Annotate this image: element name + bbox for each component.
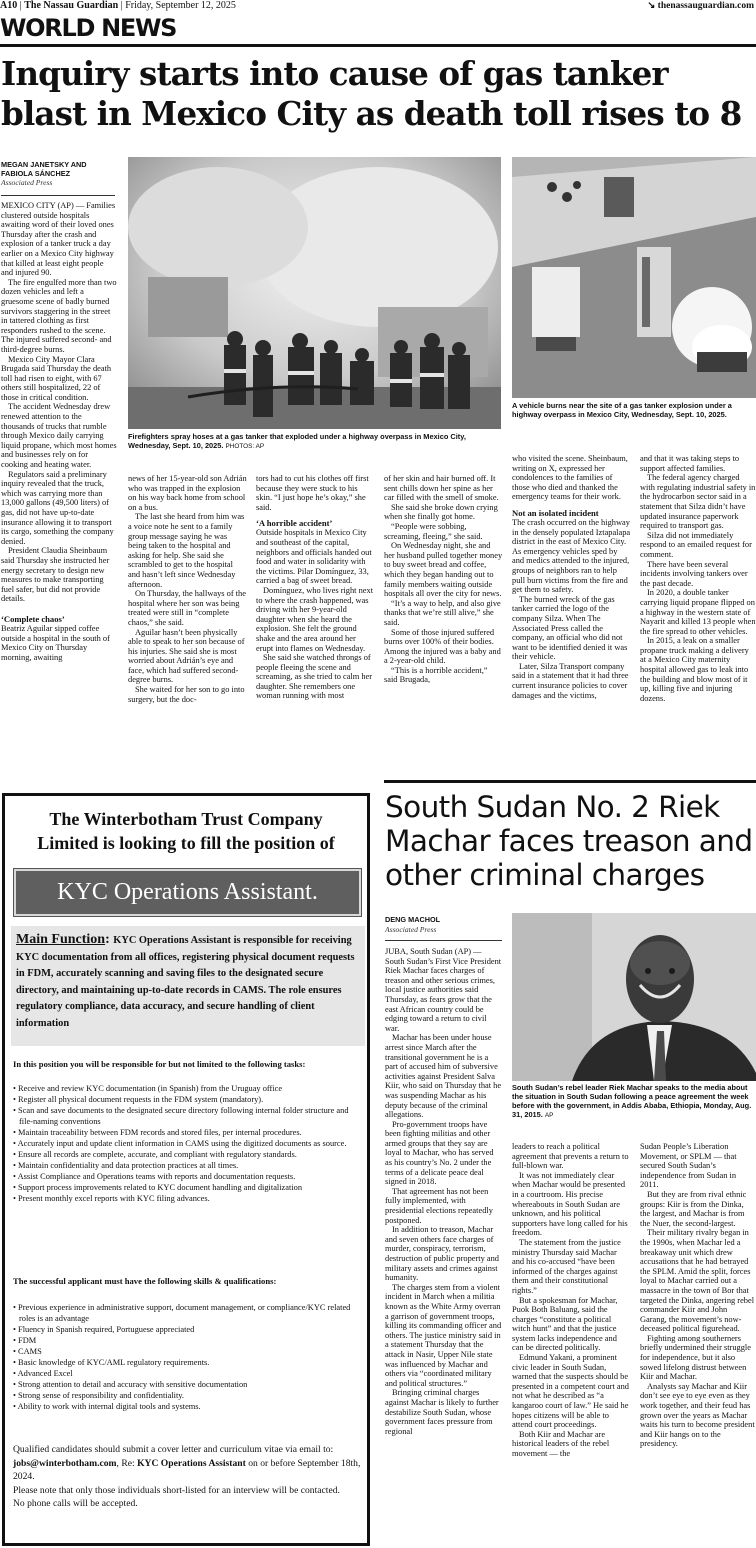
list-item: • Fluency in Spanish required, Portuguese appreciated (13, 1324, 363, 1335)
paragraph: She said she watched throngs of people fleeing the scene and screaming, as she tried to calm her daughter. She remembers one woman running with most (256, 653, 373, 701)
paragraph: Some of those injured suffered burns over 100% of their bodies. Among the injured was a baby and a 2-year-old child. (384, 627, 501, 666)
portrait-image-icon (512, 913, 756, 1081)
article-column (640, 1142, 756, 1547)
column-paragraphs (1, 201, 117, 604)
paragraph: The charges stem from a violent incident in March when a militia known as the White Army overran a garrison of government troops, killing its commanding officer and others. The justice ministry said in a statement Thursday that the attack in Nasir, Upper Nile state was influenced by Machar and others via “coordinated military and political structures.” (385, 1282, 502, 1388)
paragraph: Edmund Yakani, a prominent civic leader in South Sudan, warned that the suspects should be presented in a competent court and not what he described as “a kangaroo court of law.” He said he hopes citizens will be able to attend court proceedings. (512, 1353, 629, 1430)
paragraph: and that it was taking steps to support affected families. (640, 454, 740, 473)
headline: Inquiry starts into cause of gas tanker blast in Mexico City as death toll rises to 8 (1, 54, 742, 133)
list-item: • Previous experience in administrative support, document management, or compliance/KYC related roles is an advantage (13, 1302, 363, 1324)
list-item: • Advanced Excel (13, 1368, 363, 1379)
paragraph: Their military rivalry began in the 1990s, when Machar led a breakaway unit which drew accusations that he had betrayed the SPLM. Amid the split, forces loyal to Machar carried out a massacre in the town of Bor that targeted the Dinka, angering rebel commander Kiir and John Garang, the movement’s now-deceased political figurehead. (640, 1228, 755, 1334)
main-function-text: KYC Operations Assistant is responsible for receiving KYC documentation from all offices, registering physical document requests in FDM, accurately scanning and saving files to the designated secure directory, and maintaining up-to-date records in CAMS. The role ensures regulatory compliance, data accuracy, and secure handling of client information (16, 935, 355, 1029)
list-item: • Receive and review KYC documentation (in Spanish) from the Uruguay office (13, 1083, 363, 1094)
paragraph: “This is a horrible accident,” said Brugada, (384, 665, 488, 685)
list-item: • CAMS (13, 1346, 363, 1357)
list-item: • FDM (13, 1335, 363, 1346)
paragraph: Beatriz Aguilar sipped coffee outside a hospital in the south of Mexico City on Thursday morning, awaiting (1, 623, 110, 662)
paragraph: who visited the scene. Sheinbaum, writing on X, expressed her condolences to the families of those who died and thanked the emergency teams for their work. (512, 454, 628, 502)
paper-name: The Nassau Guardian (24, 0, 119, 11)
ad-position-banner (14, 869, 361, 916)
paragraph: But they are from rival ethnic groups: Kiir is from the Dinka, the largest, and Machar is from the Nuer, the second-largest. (640, 1189, 747, 1228)
article-column (385, 947, 502, 1547)
subhead: ‘A horrible accident’ (256, 518, 333, 529)
photo-caption: South Sudan’s rebel leader Riek Machar speaks to the media about the situation in South Sudan following a peace agreement the week before with the government, in Addis Ababa, Ethiopia, Monday, Aug. 31, 2015. AP (512, 1083, 752, 1119)
skills-heading: The successful applicant must have the following skills & qualifications: (13, 1276, 277, 1286)
article-column (256, 474, 375, 774)
byline: MEGAN JANETSKY AND FABIOLA SÁNCHEZ Associated Press (1, 161, 119, 187)
article-column (512, 454, 631, 774)
arrow-icon: ↘ (647, 1, 656, 11)
section-rule (0, 44, 756, 47)
paragraph: On Wednesday night, she and her husband pulled together money to buy sweet bread and coffee, which they began handing out to family members waiting outside hospitals all over the city for news. (384, 541, 503, 599)
paragraph: In 2020, a double tanker carrying liquid propane flipped on a highway in the western state of Nayarit and killed 13 people when the fire spread to other vehicles. (640, 588, 756, 636)
paragraph: It was not immediately clear when Machar would be presented in a courtroom. His precise whereabouts in South Sudan are unknown, and his political supporters have long called for his freedom. (512, 1170, 628, 1238)
folio: A10 | The Nassau Guardian | Friday, September 12, 2025 (0, 0, 236, 11)
firefighters-image-icon (128, 157, 501, 429)
page-number: A10 (0, 0, 18, 11)
list-item: • Assist Compliance and Operations teams with reports and documentation requests. (13, 1171, 363, 1182)
paragraph: In 2015, a leak on a smaller propane truck making a delivery at a Mexico City maternity hospital allowed gas to leak into the building and blow most of it up, killing five and injuring dozens. (640, 636, 749, 703)
paragraph: leaders to reach a political agreement that prevents a return to full-blown war. (512, 1142, 629, 1171)
agency-credit: Associated Press (1, 178, 53, 188)
ad-closing: Qualified candidates should submit a cover letter and curriculum vitae via email to: jobs@winterbotham.com, Re: KYC Operations Assistant on or before September 18th, 2024. Please note that only those individuals short-listed for an interview will be contacted. No phone calls will be accepted. (13, 1444, 361, 1510)
paragraph: The burned wreck of the gas tanker carried the logo of the company Silza. When The Associated Press called the company, an official who did not want to be identified denied it was their vehicle. (512, 594, 628, 662)
photo-caption: A vehicle burns near the site of a gas tanker explosion under a highway overpass in Mexico City, Wednesday, Sept. 10, 2025. (512, 401, 732, 419)
responsibilities-heading: In this position you will be responsible for but not limited to the following tasks: (13, 1059, 306, 1069)
photo-credit: PHOTOS: AP (225, 443, 265, 450)
list-item: • Strong sense of responsibility and confidentiality. (13, 1390, 363, 1401)
subhead: ‘Complete chaos’ (1, 613, 65, 624)
agency-credit: Associated Press (385, 924, 437, 934)
ad-company-line: The Winterbotham Trust Company (49, 809, 323, 829)
paragraph: That agreement has not been fully implemented, with presidential elections repeatedly postponed. (385, 1186, 493, 1225)
list-item: • Ensure all records are complete, accurate, and compliant with regulatory standards. (13, 1149, 363, 1160)
paragraph: Both Kiir and Machar are historical leaders of the rebel movement — the (512, 1429, 610, 1458)
list-item: • Present monthly excel reports with KYC filing advances. (13, 1193, 363, 1204)
responsibilities-list (9, 1083, 363, 1204)
article-column (384, 474, 503, 774)
paragraph: The federal agency charged with regulating industrial safety in the hydrocarbon sector said in a statement that Silza didn’t have updated insurance paperwork required to transport gas. (640, 473, 756, 531)
article-column (512, 1142, 630, 1547)
paragraph: Outside hospitals in Mexico City and southeast of the capital, neighbors and officials handed out food and water in solidarity with the victims. Pilar Domínguez, 33, carried a bag of sweet bread. (256, 528, 372, 586)
job-advertisement (2, 793, 370, 1546)
paragraph: Analysts say Machar and Kiir don’t see eye to eye even as they work together, and their feud has grown over the years as Machar waits his turn to become president and Kiir hangs on to the presidency. (640, 1381, 755, 1449)
paragraph: Machar has been under house arrest since March after the transitional government he is a part of accused him of subversive activities against President Salva Kiir, who said on Thursday that he was suspending Machar as his deputy because of the criminal allegations. (385, 1033, 502, 1120)
list-item: • Scan and save documents to the designated secure directory following internal folder structure and file-naming conventions (13, 1105, 363, 1127)
list-item: • Ability to work with internal digital tools and systems. (13, 1401, 363, 1412)
article-column (640, 454, 756, 774)
paragraph: There have been several incidents involving tankers over the past decade. (640, 559, 748, 588)
paragraph: news of her 15-year-old son Adrián who was trapped in the explosion on his way back home from school on a bus. (128, 474, 247, 512)
paragraph: In addition to treason, Machar and seven others face charges of murder, conspiracy, terrorism, destruction of public property and military assets and crimes against humanity. (385, 1225, 499, 1283)
article-column (1, 201, 117, 788)
application-email-link[interactable]: jobs@winterbotham.com (13, 1457, 117, 1469)
photo-caption: Firefighters spray hoses at a gas tanker that exploded under a highway overpass in Mexico City, Wednesday, Sept. 10, 2025. PHOTOS: AP (128, 432, 466, 450)
ad-position-title: KYC Operations Assistant. (57, 879, 318, 905)
subhead: Not an isolated incident (512, 507, 599, 518)
paragraph: Sudan People’s Liberation Movement, or SPLM — that secured South Sudan’s independence from Sudan in 2011. (640, 1142, 737, 1190)
paragraph: “It’s a way to help, and also give thanks that we’re still alive,” she said. (384, 598, 501, 627)
list-item: • Maintain confidentiality and data protection practices at all times. (13, 1160, 363, 1171)
photo-riek-machar (512, 913, 756, 1081)
paragraph: The last she heard from him was a voice note he sent to a family group message saying he was being taken to the hospital and asking for help. She said she scrambled to get to the hospital and hasn’t left since Wednesday afternoon. (128, 512, 245, 589)
article-divider (384, 780, 756, 783)
website[interactable]: ↘ thenassauguardian.com (647, 1, 754, 11)
paragraph: Aguilar hasn’t been physically able to speak to her son because of his injuries. She said she is most worried about Adrián’s eye and face, which had suffered second-degree burns. (128, 627, 245, 685)
byline-rule (385, 940, 502, 941)
application-subject: KYC Operations Assistant (137, 1457, 246, 1469)
skills-list (9, 1302, 363, 1412)
byline: DENG MACHOL Associated Press (385, 916, 505, 934)
ad-main-function: Main Function: KYC Operations Assistant is responsible for receiving KYC documentation from all offices, registering physical document requests in FDM, accurately scanning and saving files to the designated secure directory, and maintaining up-to-date records in CAMS. The role ensures regulatory compliance, data accuracy, and secure handling of client information (11, 926, 365, 1046)
paragraph: Mexico City Mayor Clara Brugada said Thursday the death toll had risen to eight, with 67 others still hospitalized, 22 of those in critical condition. (1, 354, 112, 402)
paragraph: But a spokesman for Machar, Puok Both Baluang, said the charges “constitute a political witch hunt” and that the justice system lacks independence and can be directed politically. (512, 1295, 618, 1353)
paragraph: tors had to cut his clothes off first because they were stuck to his skin. “I just hope he’s okay,” she said. (256, 474, 369, 512)
paragraph: Later, Silza Transport company said in a statement that it had three current insurance policies to cover damages and the victims, (512, 661, 629, 700)
paragraph: of her skin and hair burned off. It sent chills down her spine as her car filled with the smell of smoke. (384, 474, 499, 503)
section-title: WORLD NEWS (0, 14, 177, 42)
byline-rule (1, 195, 115, 196)
paragraph: She said she broke down crying when she finally got home. (384, 502, 498, 522)
paragraph: She waited for her son to go into surgery, but the doc- (128, 685, 245, 704)
paragraph: On Thursday, the hallways of the hospital where her son was being treated were still in “complete chaos,” she said. (128, 589, 246, 627)
list-item: • Accurately input and update client information in CAMS using the digitized documents as source. (13, 1138, 363, 1149)
paragraph: Bringing criminal charges against Machar is likely to further destabilize South Sudan, whose government faces pressure from regional (385, 1388, 499, 1436)
issue-date: Friday, September 12, 2025 (125, 0, 236, 11)
paragraph: Pro-government troops have been fighting militias and other armed groups that they say are loyal to Machar, who has served as his country’s No. 2 under the terms of a delicate peace deal signed in 2018. (385, 1119, 494, 1187)
photo-firefighters (128, 157, 501, 429)
paragraph: The accident Wednesday drew renewed attention to the thousands of trucks that rumble through Mexico daily carrying liquid propane, which most homes and businesses rely on for cooking and heating water. (1, 402, 117, 470)
paragraph: Fighting among southerners briefly undermined their struggle for independence, but it also sowed lifelong distrust between Kiir and Machar. (640, 1333, 751, 1382)
paragraph: Regulators said a preliminary inquiry revealed that the truck, which was carrying more than 13,000 gallons (49,500 liters) of gas, did not have up-to-date insurance allowing it to transport its cargo, something the company denied. (1, 469, 114, 546)
main-function-label: Main Function (16, 932, 106, 947)
paragraph: The crash occurred on the highway in the densely populated Iztapalapa district in the east of Mexico City. As emergency vehicles sped by and medics attended to the injured, groups of neighbors ran to help pull burn victims from the fire and get them to safety. (512, 517, 631, 595)
list-item: • Maintain traceability between FDM records and stored files, per internal procedures. (13, 1127, 363, 1138)
paragraph: MEXICO CITY (AP) — Families clustered outside hospitals awaiting word of their loved ones Thursday after the crash and explosion of a tanker truck a day earlier on a Mexico City highway that killed at least eight people and injured 90. (1, 201, 116, 278)
burning-vehicle-image-icon (512, 157, 756, 398)
photo-burning-vehicle (512, 157, 756, 398)
paragraph: Domínguez, who lives right next to where the crash happened, was driving with her 9-year-old daughter when she heard the explosion. She felt the ground shake and the area around her erupt into flames on Wednesday. (256, 585, 374, 653)
headline: South Sudan No. 2 Riek Machar faces treason and other criminal charges (385, 790, 753, 892)
paragraph: Silza did not immediately respond to an emailed request for comment. (640, 530, 752, 559)
paragraph: JUBA, South Sudan (AP) — South Sudan’s First Vice President Riek Machar faces charges of treason and other serious crimes, local justice authorities said Thursday, as fears grow that the east African country could be edging toward a return to civil war. (385, 947, 502, 1033)
paragraph: The fire engulfed more than two dozen vehicles and left a gruesome scene of badly burned survivors staggering in the street in tattered clothing as first responders rushed to the scene. The injured suffered second- and third-degree burns. (1, 277, 117, 354)
paragraph: President Claudia Sheinbaum said Thursday she instructed her energy secretary to design new measures to make transporting fuel safer, but did not provide details. (1, 546, 110, 604)
ad-company-line: Limited is looking to fill the position of (37, 833, 335, 853)
paragraph: “People were sobbing, screaming, fleeing,” she said. (384, 521, 483, 541)
list-item: • Register all physical document requests in the FDM system (mandatory). (13, 1094, 363, 1105)
list-item: • Strong attention to detail and accuracy with sensitive documentation (13, 1379, 363, 1390)
paragraph: The statement from the justice ministry Thursday said Machar and his co-accused “have been informed of the charges against them and their constitutional rights.” (512, 1237, 621, 1295)
list-item: • Basic knowledge of KYC/AML regulatory requirements. (13, 1357, 363, 1368)
photo-credit: AP (544, 1112, 554, 1119)
list-item: • Support process improvements related to KYC document handling and digitalization (13, 1182, 363, 1193)
article-column (128, 474, 247, 774)
